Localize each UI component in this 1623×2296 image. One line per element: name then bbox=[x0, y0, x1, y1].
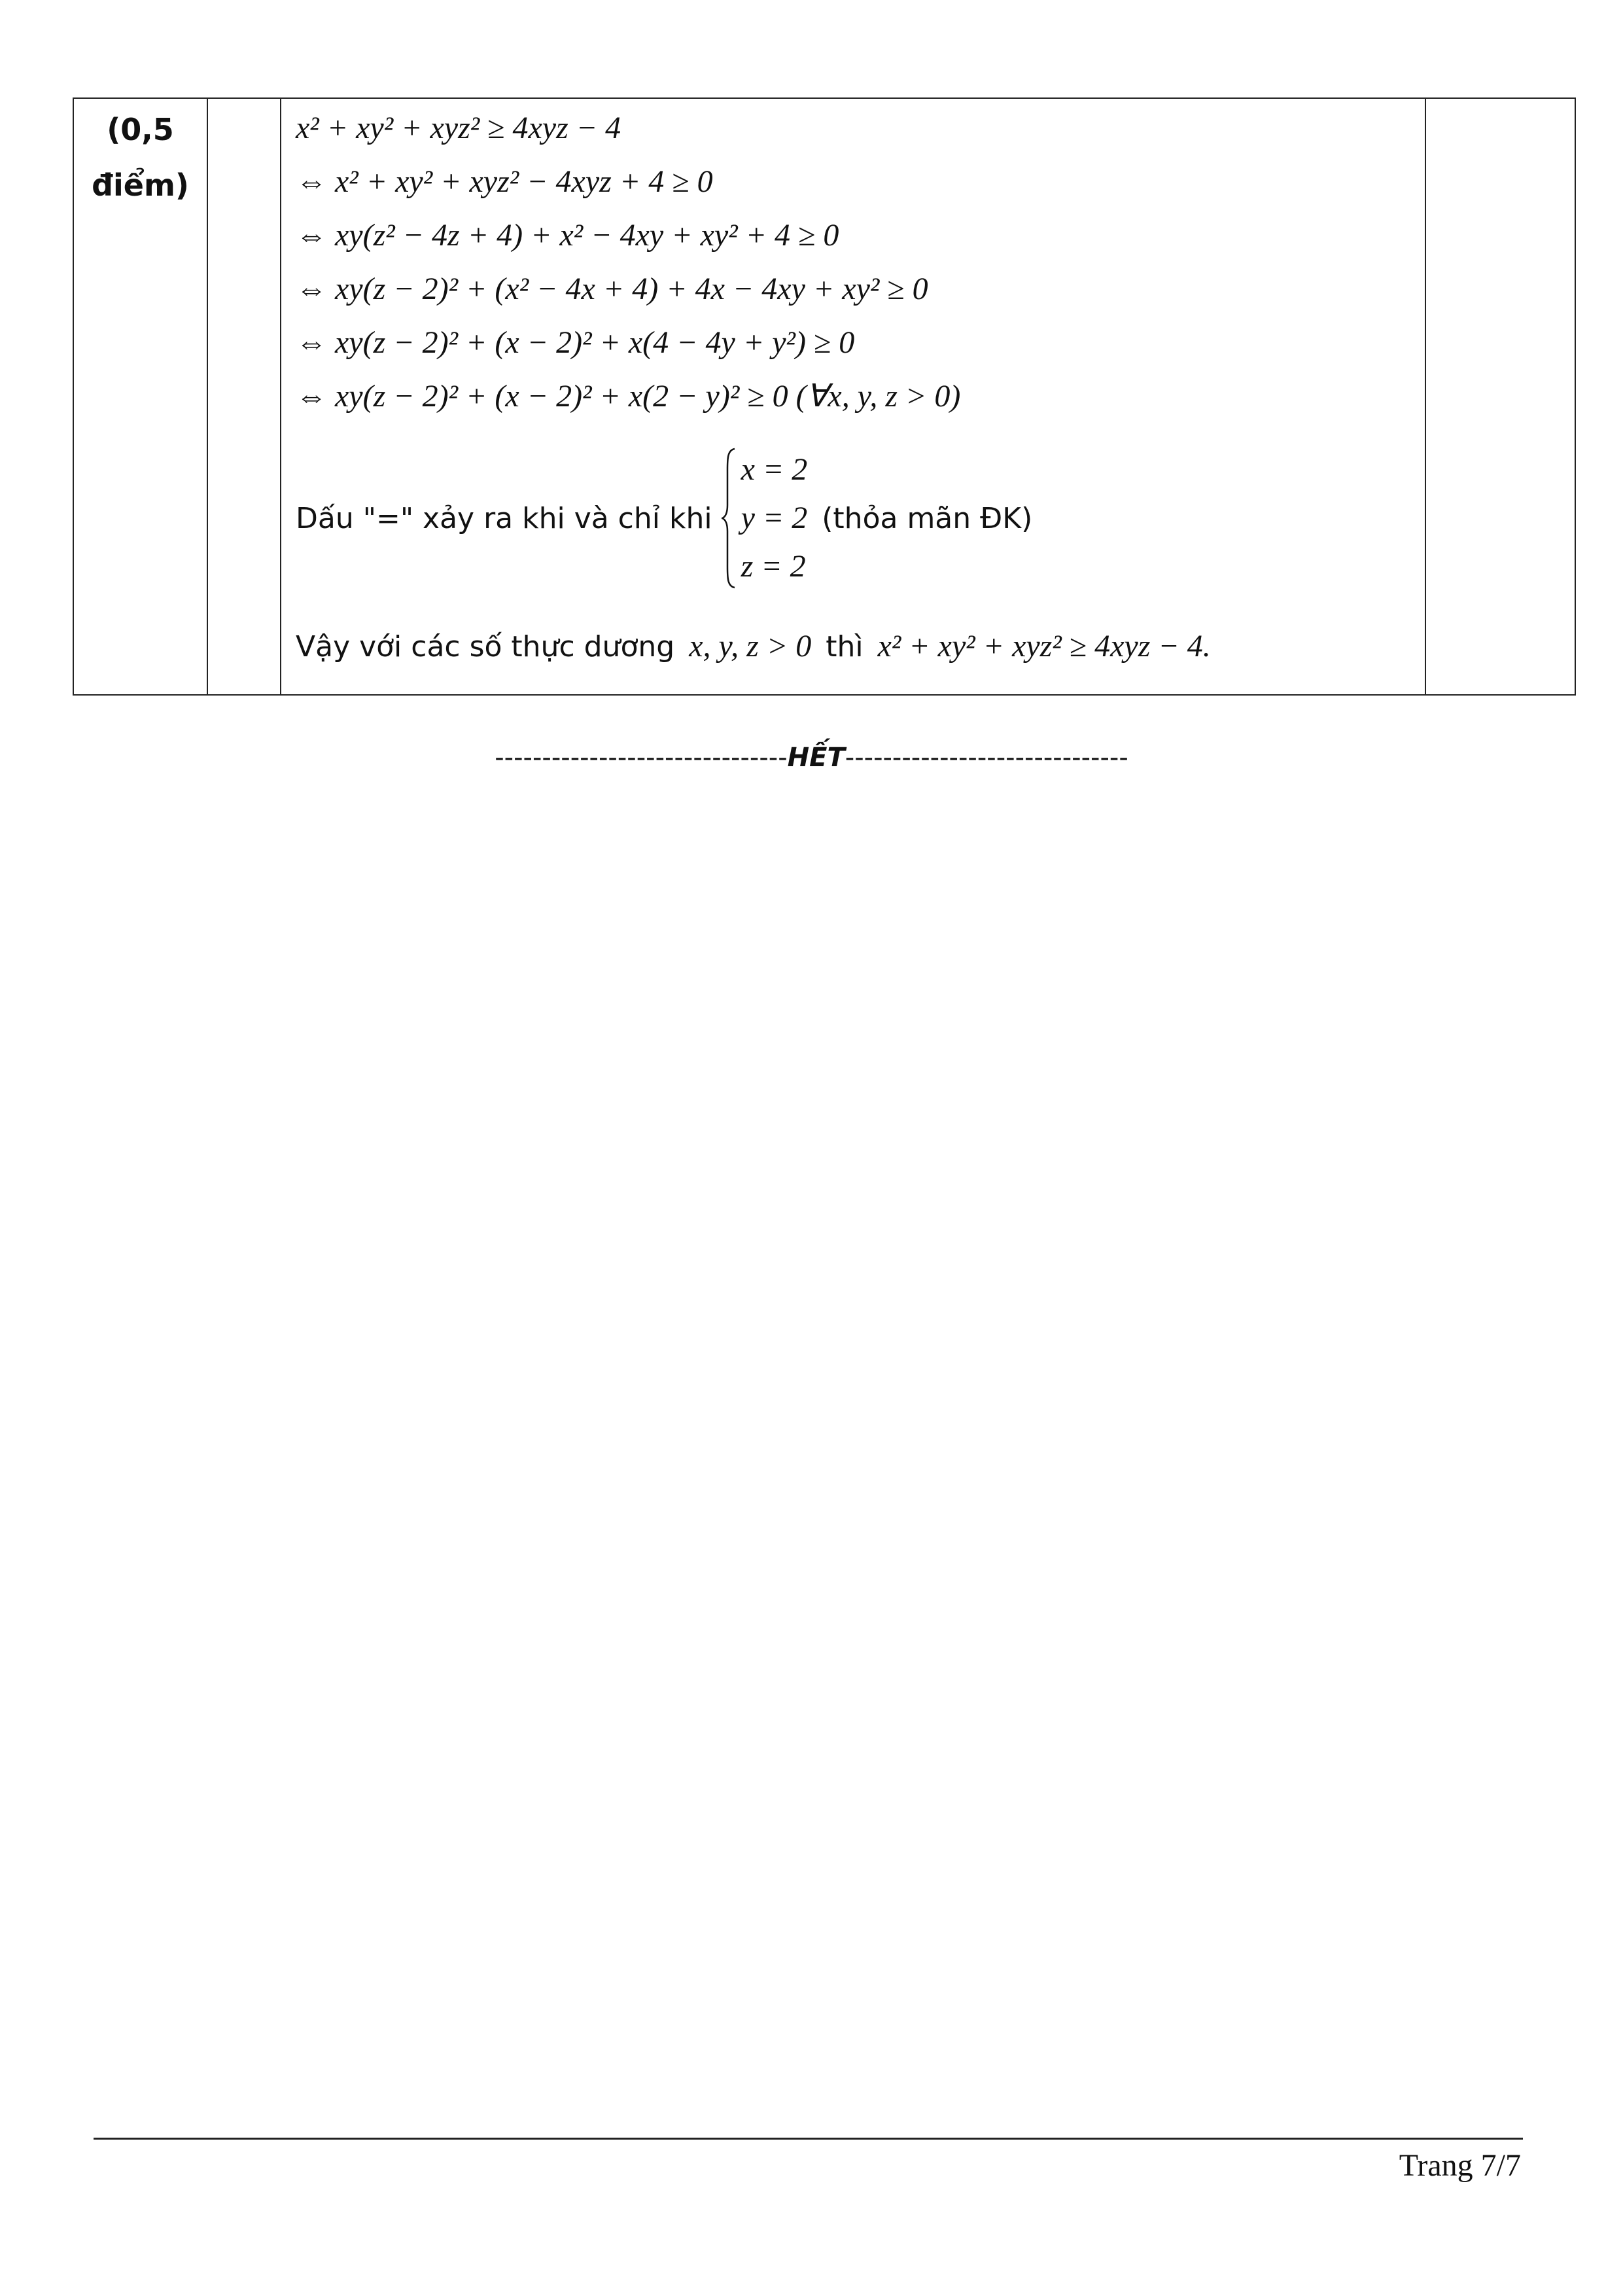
page-number: Trang 7/7 bbox=[1399, 2148, 1521, 2183]
answer-table bbox=[73, 97, 1576, 696]
conclusion-prefix: Vậy với các số thực dương bbox=[296, 630, 675, 663]
score-line-2: điểm) bbox=[92, 168, 189, 203]
equality-condition bbox=[296, 443, 1425, 593]
equality-prefix: Dấu "=" xảy ra khi và chỉ khi bbox=[296, 501, 712, 535]
system-eq-z: z = 2 bbox=[741, 549, 806, 584]
empty-cell bbox=[207, 98, 281, 695]
proof-line-6: ⇔ xy(z − 2)² + (x − 2)² + x(2 − y)² ≥ 0 (∀x, y, z > 0) bbox=[296, 379, 961, 414]
conclusion bbox=[296, 620, 1425, 673]
score-cell bbox=[73, 98, 207, 695]
end-marker bbox=[0, 743, 1623, 773]
empty-cell-right bbox=[1425, 98, 1575, 695]
end-dashes-left: ------------------------------- bbox=[495, 743, 788, 773]
conclusion-vars: x, y, z > 0 bbox=[689, 629, 812, 663]
footer-rule bbox=[94, 2138, 1523, 2140]
proof-line-3: ⇔ xy(z² − 4z + 4) + x² − 4xy + xy² + 4 ≥ 0 bbox=[296, 218, 839, 253]
proof-line-2: ⇔ x² + xy² + xyz² − 4xyz + 4 ≥ 0 bbox=[296, 164, 713, 199]
score-line-1: (0,5 bbox=[107, 112, 174, 147]
proof-line-1: x² + xy² + xyz² ≥ 4xyz − 4 bbox=[296, 111, 621, 145]
end-word: HẾT bbox=[787, 743, 845, 773]
end-dashes-right: ------------------------------ bbox=[845, 743, 1128, 773]
system-note: (thỏa mãn ĐK) bbox=[822, 501, 1033, 535]
proof-cell bbox=[281, 98, 1425, 695]
system-eq-x: x = 2 bbox=[741, 452, 808, 487]
system-eq-y: y = 2 bbox=[741, 501, 808, 535]
conclusion-inequality: x² + xy² + xyz² ≥ 4xyz − 4. bbox=[877, 629, 1211, 663]
proof-line-5: ⇔ xy(z − 2)² + (x − 2)² + x(4 − 4y + y²) ≥ 0 bbox=[296, 325, 855, 360]
left-brace-icon bbox=[722, 448, 736, 589]
equality-system bbox=[741, 446, 808, 591]
conclusion-mid: thì bbox=[826, 630, 864, 663]
proof-line-4: ⇔ xy(z − 2)² + (x² − 4x + 4) + 4x − 4xy + xy² ≥ 0 bbox=[296, 272, 928, 306]
